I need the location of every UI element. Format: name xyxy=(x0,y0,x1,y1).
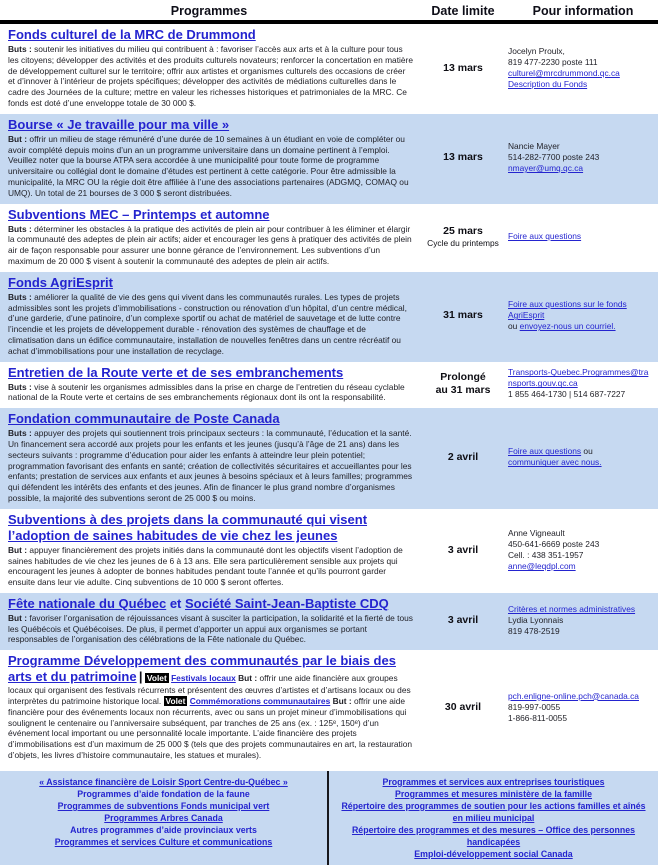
program-description xyxy=(8,365,418,404)
fund-description-link[interactable]: Description du Fonds xyxy=(508,78,588,89)
contact-cell xyxy=(508,653,658,761)
program-description xyxy=(8,411,418,504)
footer-link-fonds-municipal-vert[interactable]: Programmes de subventions Fonds municipal vert xyxy=(57,800,270,811)
contact-name: Anne Vigneault xyxy=(508,527,565,538)
contact-name: Lydia Lyonnais xyxy=(508,615,564,626)
footer-link-entreprises-touristiques[interactable]: Programmes et services aux entreprises touristiques xyxy=(382,776,605,787)
contact-cell xyxy=(508,512,658,588)
deadline-date: 13 mars xyxy=(443,61,483,74)
contact-phone: 819 478-2519 xyxy=(508,626,560,637)
footer-link-repertoire-familles-aines[interactable]: Répertoire des programmes de soutien pour les actions familles et aînés en milieu municipal xyxy=(341,800,646,823)
footer-link-loisir-sport[interactable]: « Assistance financière de Loisir Sport Centre-du-Québec » xyxy=(39,776,288,787)
body-lead: But : xyxy=(8,544,28,555)
contact-cell xyxy=(508,27,658,109)
program-description xyxy=(8,653,418,761)
footer-link-office-personnes-handicapees[interactable]: Répertoire des programmes et des mesures – Office des personnes handicapées xyxy=(351,824,636,847)
festivals-locaux-link[interactable]: Festivals locaux xyxy=(171,673,236,684)
program-body xyxy=(8,545,413,588)
deadline-cell xyxy=(418,27,508,109)
contact-tollfree-phone: 1-866-811-0055 xyxy=(508,712,567,723)
program-row-poste-canada xyxy=(0,408,658,509)
program-body xyxy=(8,428,413,504)
program-title-link[interactable]: Entretien de la Route verte et de ses embranchements xyxy=(8,364,344,380)
contact-phone: 1 855 464-1730 | 514 687-7227 xyxy=(508,389,626,400)
body-lead: Buts : xyxy=(8,428,32,439)
footer-link-emploi-developpement-social[interactable]: Emploi-développement social Canada xyxy=(414,848,573,859)
footer-links-right xyxy=(329,771,658,865)
footer-link-culture-communications[interactable]: Programmes et services Culture et communications xyxy=(54,836,273,847)
program-body xyxy=(8,292,413,357)
program-description xyxy=(8,27,418,109)
deadline-cell xyxy=(418,653,508,761)
program-body xyxy=(8,382,413,404)
deadline-cycle-note: Cycle du printemps xyxy=(427,237,499,248)
contact-email-link[interactable]: pch.enligne-online.pch@canada.ca xyxy=(508,690,639,701)
program-description xyxy=(8,275,418,357)
body-text: appuyer des projets qui soutiennent trois principaux secteurs : la communauté, l’éducation et la santé. Un financement sera accordé aux projets pour les enfants et les jeunes (jusqu’à l’âge de 21 ans) dans les secteurs suivants : programme d’éducation pour aider les enfants à atteindre leur plein potentiel; programmation favorisant des enfants en santé; création de collectivités sécuritaires et accueillantes pour les enfants; prestation de services aux enfants et aux jeunes à besoins spéciaux et à leurs familles; programmes qui défendent les intérêts des enfants et des jeunes. Afin de financer le plus grand nombre d’organismes possible, la majorité des subventions seront de 25 000 $ ou moins. xyxy=(8,428,413,503)
contact-email-link[interactable]: Transports-Quebec.Programmes@transports.gouv.qc.ca xyxy=(508,367,649,389)
deadline-cell xyxy=(418,365,508,404)
deadline-date: 2 avril xyxy=(447,451,479,464)
title-connector: et xyxy=(169,595,182,611)
contact-phone: 450-641-6669 poste 243 xyxy=(508,538,600,549)
program-row-fonds-agriesprit xyxy=(0,272,658,362)
volet-badge: Volet xyxy=(165,696,186,707)
program-title-link-ssjb[interactable]: Société Saint-Jean-Baptiste CDQ xyxy=(185,595,389,611)
contact-cell xyxy=(508,365,658,404)
footer-link-arbres-canada[interactable]: Programmes Arbres Canada xyxy=(104,812,223,823)
program-body xyxy=(8,653,413,761)
body-lead: But : xyxy=(8,612,28,623)
deadline-cell xyxy=(418,596,508,645)
footer-links-left xyxy=(0,771,329,865)
volet-badge: Volet xyxy=(146,673,167,684)
program-description xyxy=(8,117,418,199)
contact-cell xyxy=(508,117,658,199)
deadline-cell xyxy=(418,512,508,588)
body-lead: But : xyxy=(332,696,352,707)
faq-link[interactable]: Foire aux questions xyxy=(508,446,582,457)
body-lead: Buts : xyxy=(8,291,32,302)
program-title-link[interactable]: Fonds AgriEsprit xyxy=(8,274,113,290)
program-title-link-fete-nationale[interactable]: Fête nationale du Québec xyxy=(8,595,167,611)
deadline-date: 3 avril xyxy=(447,543,479,556)
deadline-date: 13 mars xyxy=(443,151,483,164)
title-separator: | xyxy=(138,669,143,685)
deadline-cell xyxy=(418,275,508,357)
contact-email-link[interactable]: anne@leqdpl.com xyxy=(508,560,576,571)
footer-links xyxy=(0,771,658,865)
body-text: offrir une aide financière pour des événements locaux non récurrents, avec ou sans un projet mineur d’immobilisations qui soulignent le centenaire ou l’anniversaire subséquent, par tranches de 25 ans (ex. : 125ᵉ, 150ᵉ) d’un événement local important ou une personnalité locale importante. L’aide financière des projets d’immobilisations est d’un maximum de 25 000 $ (tels que des projets communautaires en art, la restauration d’objets, les livres d’histoire communautaire, les statues et murales). xyxy=(8,696,413,761)
contact-cell xyxy=(508,596,658,645)
deadline-cell xyxy=(418,207,508,267)
contact-email-link[interactable]: nmayer@umq.qc.ca xyxy=(508,163,584,174)
contact-cell xyxy=(508,411,658,504)
body-text: vise à soutenir les organismes admissibles dans la prise en charge de l’entretien du réseau cyclable national de la Route verte et certains de ses embranchements régionaux dont ils ont la responsabilité. xyxy=(8,381,405,403)
program-row-arts-patrimoine xyxy=(0,650,658,766)
program-body xyxy=(8,134,413,199)
program-title-link[interactable]: Programme Développement des communautés par le biais des arts et du patrimoine xyxy=(8,653,396,685)
body-text: déterminer les obstacles à la pratique des activités de plein air pour contribuer à les éliminer et élargir la communauté des adeptes de plein air actifs; aider et encourager les gens à pratiquer des activités de plein air de façon responsable pour assurer une bonne gérance de l’environnement. Les subventions d’un maximum de 20 000 $ visent à soutenir la communauté des adeptes de plein air actifs. xyxy=(8,223,412,266)
contact-name: Jocelyn Proulx, xyxy=(508,45,565,56)
program-row-route-verte xyxy=(0,362,658,409)
faq-agriesprit-link[interactable]: Foire aux questions sur le fonds AgriEsprit xyxy=(508,299,627,321)
contact-links xyxy=(508,299,650,332)
program-title-link[interactable]: Subventions MEC – Printemps et automne xyxy=(8,206,270,222)
program-description xyxy=(8,207,418,267)
program-title-link[interactable]: Fonds culturel de la MRC de Drummond xyxy=(8,27,256,42)
deadline-date: 3 avril xyxy=(447,614,479,627)
program-title-link[interactable]: Bourse « Je travaille pour ma ville » xyxy=(8,116,230,132)
contact-phone: 514-282-7700 poste 243 xyxy=(508,152,600,163)
deadline-date: au 31 mars xyxy=(435,383,491,396)
deadline-cell xyxy=(418,411,508,504)
program-body xyxy=(8,613,413,645)
contact-cell-phone: Cell. : 438 351-1957 xyxy=(508,549,584,560)
deadline-date: 31 mars xyxy=(443,309,483,322)
program-row-saines-habitudes xyxy=(0,509,658,593)
contact-email-link[interactable]: culturel@mrcdrummond.qc.ca xyxy=(508,67,620,78)
program-row-subventions-mec xyxy=(0,204,658,272)
body-text: favoriser l’organisation de réjouissances visant à susciter la participation, la solidarité et la fierté de tous les Québécois et Québécoises. De plus, il permet d’apporter un appui aux organismes se portant responsables de l’organisation des célébrations de la Fête nationale du Québec. xyxy=(8,612,413,645)
body-text: offrir un milieu de stage rémunéré d’une durée de 10 semaines à un étudiant en voie de compléter ou avoir complété depuis moins d’un an un programme universitaire dans un domaine pertinent à l’emploi. Veuillez noter que la bourse ATPA sera accordée à une municipalité pour toute forme de programme universitaire ou collégial dont le domaine d’études est pertinent à cette catégorie. Pour être admissible la municipalité, la MRC OU la régie doit être affiliée à l’une des associations partenaires (ADGMQ, COMAQ ou UMQ). Un total de 21 bourses de 3 000 $ seront distribuées. xyxy=(8,133,409,198)
contact-connector: ou xyxy=(583,446,593,457)
program-row-bourse-je-travaille xyxy=(0,114,658,204)
contact-phone: 819-997-0055 xyxy=(508,701,561,712)
program-description xyxy=(8,512,418,588)
program-title-link[interactable]: Subventions à des projets dans la communauté qui visent l’adoption de saines habitudes de vie chez les jeunes xyxy=(8,511,368,543)
contact-phone: 819 477-2230 poste 111 xyxy=(508,56,598,67)
body-lead: Buts : xyxy=(8,381,32,392)
contact-us-link[interactable]: communiquer avec nous. xyxy=(508,457,602,468)
header-date-limite: Date limite xyxy=(431,4,495,18)
body-text: améliorer la qualité de vie des gens qui vivent dans les communautés rurales. Les types de projets admissibles sont les projets d’immobilisations - construction ou rénovation d’un hôpital, d’un centre médical, d’une garderie, d’une patinoire, d’un complexe sportif ou achat de matériel de sauvetage et de lutte contre l’incendie et les projets de développement durable - rénovation des systèmes de chauffage et de climatisation dans un édifice communautaire, installation de nouvelles fenêtres dans un centre récréatif ou achat d’immobilisations pour une installation de recyclage. xyxy=(8,291,407,356)
body-text: appuyer financièrement des projets initiés dans la communauté dont les objectifs visent l’adoption de saines habitudes de vie chez les jeunes de 6 à 13 ans. Elle sera particulièrement sensible aux projets qui encouragent les jeunes à adopter de bonnes habitudes pendant toute l’année et qu’ils pourront garder ensuite dans leur vie adulte. Cinq subventions de 10 000 $ seront offertes. xyxy=(8,544,403,588)
footer-link-ministere-famille[interactable]: Programmes et mesures ministère de la famille xyxy=(394,788,593,799)
header-pour-information: Pour information xyxy=(532,4,634,18)
body-lead: But : xyxy=(8,133,28,144)
contact-name: Nancie Mayer xyxy=(508,141,560,152)
criteria-standards-link[interactable]: Critères et normes administratives xyxy=(508,604,636,615)
footer-link-programmes-verts[interactable]: Autres programmes d’aide provinciaux verts xyxy=(70,824,257,835)
program-description xyxy=(8,596,418,645)
deadline-cell xyxy=(418,117,508,199)
contact-connector: ou xyxy=(508,321,518,332)
body-lead: But : xyxy=(238,673,258,684)
body-text: offrir une aide financière aux groupes locaux qui organisent des festivals récurrents et présentent des œuvres d’artistes et d’artisans locaux ou des interprètes du patrimoine historique local. xyxy=(8,673,411,707)
deadline-date: 25 mars xyxy=(443,225,483,238)
body-lead: Buts : xyxy=(8,223,32,234)
body-text: soutenir les initiatives du milieu qui contribuent à : favoriser l’accès aux arts et à la culture pour tous les citoyens; développer des activités et des produits culturels novateurs; renforcer la concertation en matière de développement culturel sur le territoire; offrir aux artistes et organismes culturels des occasions de créer et d’innover à l’intérieur de projets spécifiques; développer des activités de médiations culturelles dans le cadre des Journées de la culture; mettre en valeur les richesses historiques et patrimoniales de la MRC. Ce fonds est doté d’une enveloppe totale de 30 000 $. xyxy=(8,44,414,108)
table-header xyxy=(0,0,658,20)
contact-cell xyxy=(508,207,658,267)
commemorations-link[interactable]: Commémorations communautaires xyxy=(189,696,331,707)
faq-link[interactable]: Foire aux questions xyxy=(508,231,582,242)
deadline-status: Prolongé xyxy=(440,371,486,384)
email-us-link[interactable]: envoyez-nous un courriel. xyxy=(519,321,616,332)
program-row-fonds-culturel xyxy=(0,24,658,114)
program-title-link[interactable]: Fondation communautaire de Poste Canada xyxy=(8,411,280,427)
contact-links xyxy=(508,446,650,468)
body-lead: Buts : xyxy=(8,44,32,54)
header-programmes: Programmes xyxy=(170,4,248,18)
contact-cell xyxy=(508,275,658,357)
program-row-fete-nationale xyxy=(0,593,658,650)
program-body xyxy=(8,224,413,267)
deadline-date: 30 avril xyxy=(444,700,482,713)
program-body xyxy=(8,44,413,109)
footer-link-fondation-faune[interactable]: Programmes d’aide fondation de la faune xyxy=(77,788,250,799)
